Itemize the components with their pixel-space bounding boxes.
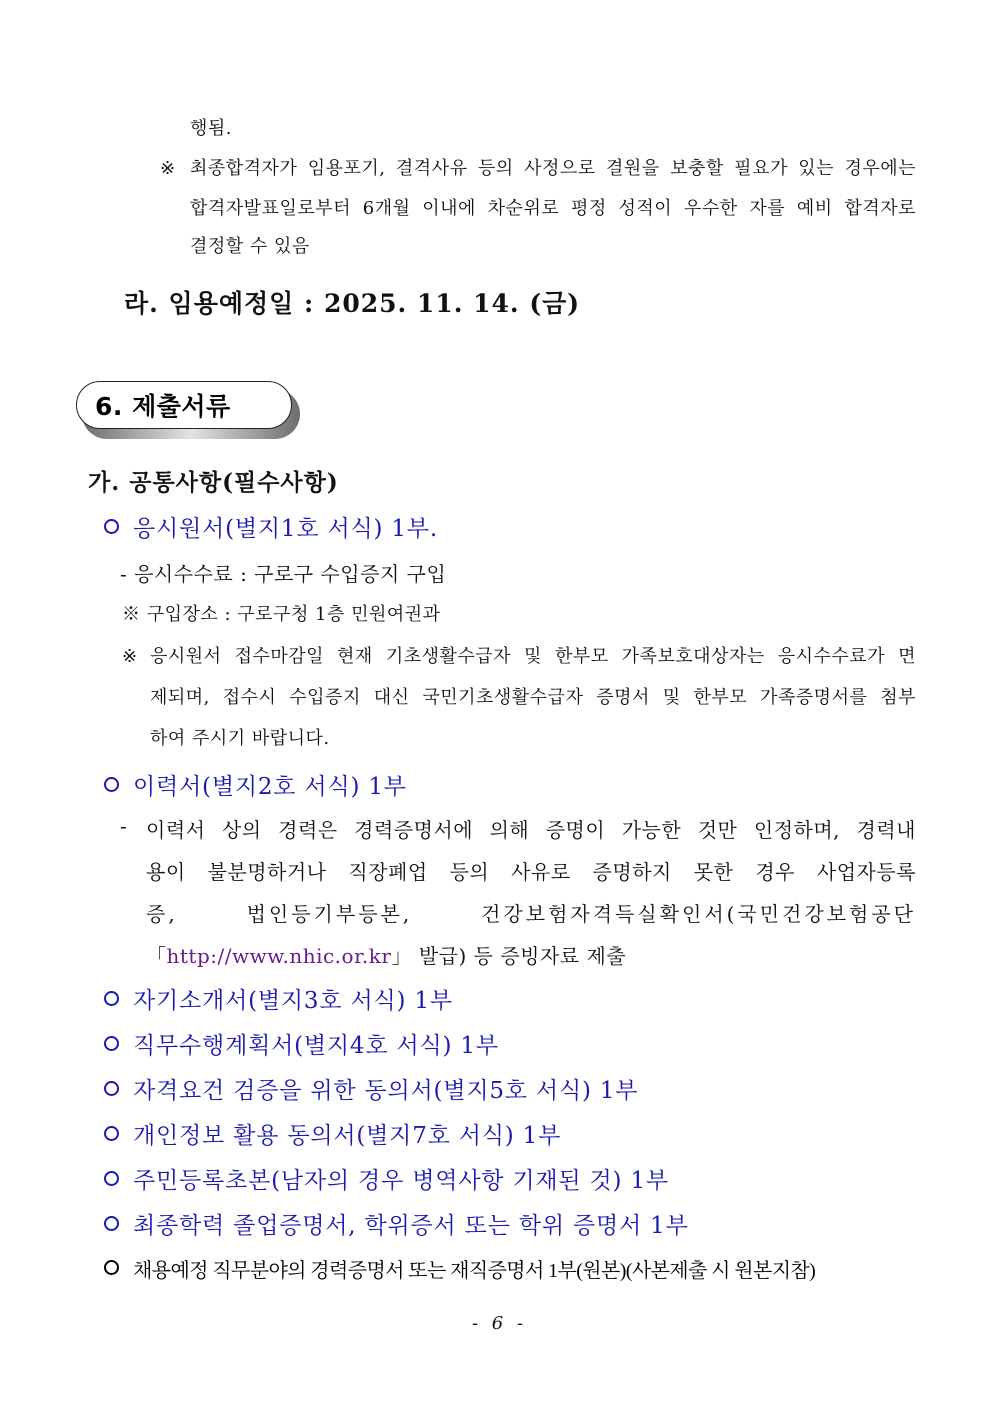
circle-bullet-icon <box>104 1081 119 1096</box>
subsection-title: 가. 공통사항(필수사항) <box>88 469 339 496</box>
bracket-close-text: 」 발급) 등 증빙자료 제출 <box>391 944 627 968</box>
item-resident-registration <box>104 1162 669 1195</box>
circle-bullet-icon <box>104 1036 119 1051</box>
nhic-link[interactable]: http://www.nhic.or.kr <box>166 944 392 968</box>
bracket-open: 「 <box>146 944 167 968</box>
item-qualification-consent <box>104 1072 638 1105</box>
exemption-line-2: 제되며, 접수시 수입증지 대신 국민기초생활수급자 증명서 및 한부모 가족증명서를 첨부 <box>150 687 916 708</box>
item-label: 자격요건 검증을 위한 동의서(별지5호 서식) 1부 <box>133 1078 639 1104</box>
resume-detail-line-1: 이력서 상의 경력은 경력증명서에 의해 증명이 가능한 것만 인정하며, 경력내 <box>146 818 916 842</box>
appointment-date: 라. 임용예정일 : 2025. 11. 14. (금) <box>124 289 581 318</box>
item-label: 최종학력 졸업증명서, 학위증서 또는 학위 증명서 1부 <box>133 1213 689 1239</box>
item-label: 주민등록초본(남자의 경우 병역사항 기재된 것) 1부 <box>133 1168 669 1194</box>
note-line-1: 최종합격자가 임용포기, 결격사유 등의 사정으로 결원을 보충할 필요가 있는 경우에는 <box>190 158 916 179</box>
section-title: 6. 제출서류 <box>76 381 292 429</box>
continued-text: 행됨. <box>190 118 232 139</box>
purchase-place-note: ※ 구입장소 : 구로구청 1층 민원여권과 <box>122 604 441 625</box>
item-resume <box>104 768 407 801</box>
item-label: 채용예정 직무분야의 경력증명서 또는 재직증명서 1부(원본)(사본제출 시 원본지참) <box>133 1260 816 1282</box>
item-privacy-consent <box>104 1117 561 1150</box>
circle-bullet-icon <box>104 1126 119 1141</box>
circle-bullet-icon <box>104 1171 119 1186</box>
resume-detail-dash: - <box>120 814 128 838</box>
circle-bullet-icon <box>104 519 119 534</box>
circle-bullet-icon <box>104 1216 119 1231</box>
item-education-certificate <box>104 1207 689 1240</box>
item-label: 직무수행계획서(별지4호 서식) 1부 <box>133 1033 499 1059</box>
item-self-introduction <box>104 982 453 1015</box>
circle-bullet-icon <box>104 1260 119 1275</box>
item-label: 개인정보 활용 동의서(별지7호 서식) 1부 <box>133 1123 562 1149</box>
note-line-3: 결정할 수 있음 <box>190 236 310 257</box>
item-label: 응시원서(별지1호 서식) 1부. <box>133 516 438 542</box>
item-career-certificate <box>104 1254 815 1283</box>
item-application-form <box>104 510 438 543</box>
item-label: 이력서(별지2호 서식) 1부 <box>133 774 407 800</box>
item-label: 자기소개서(별지3호 서식) 1부 <box>133 988 453 1014</box>
circle-bullet-icon <box>104 777 119 792</box>
page-number: - 6 - <box>472 1313 528 1334</box>
resume-detail-line-4 <box>146 940 626 969</box>
resume-detail-line-2: 용이 불분명하거나 직장폐업 등의 사유로 증명하지 못한 경우 사업자등록 <box>146 860 916 884</box>
item-job-plan <box>104 1027 499 1060</box>
note-mark: ※ <box>160 158 176 179</box>
note-line-2: 합격자발표일로부터 6개월 이내에 차순위로 평정 성적이 우수한 자를 예비 합격자로 <box>190 198 916 219</box>
resume-detail-line-3: 증, 법인등기부등본, 건강보험자격득실확인서(국민건강보험공단 <box>146 902 916 926</box>
fee-line: - 응시수수료 : 구로구 수입증지 구입 <box>120 562 447 586</box>
exemption-line-3: 하여 주시기 바랍니다. <box>150 728 330 749</box>
exemption-mark: ※ <box>122 646 138 667</box>
circle-bullet-icon <box>104 991 119 1006</box>
exemption-line-1: 응시원서 접수마감일 현재 기초생활수급자 및 한부모 가족보호대상자는 응시수수료가 면 <box>150 646 916 667</box>
section-header <box>76 381 300 439</box>
